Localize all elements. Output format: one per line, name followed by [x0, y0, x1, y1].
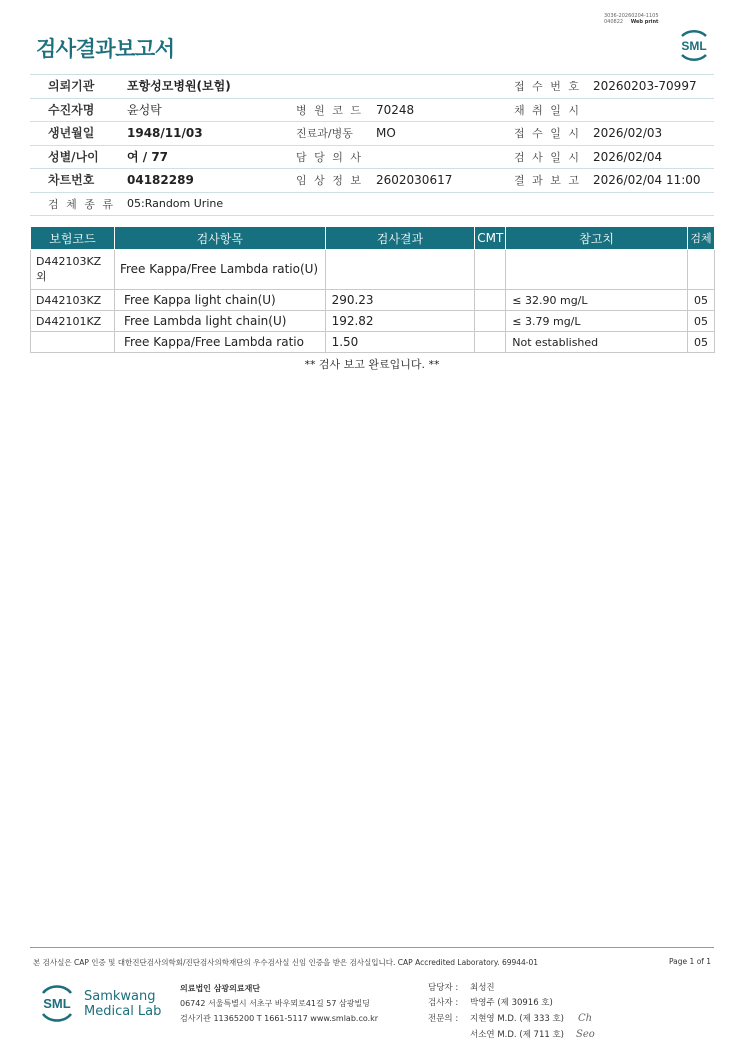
label-hospital-code: 병 원 코 드	[296, 104, 363, 117]
cell-reference: ≤ 3.79 mg/L	[506, 311, 688, 332]
results-table	[30, 226, 715, 353]
footer-divider	[30, 947, 714, 948]
label-chart-number: 차트번호	[48, 173, 95, 187]
row-divider	[30, 192, 714, 193]
org-contact: 검사기관 11365200 T 1661-5117 www.smlab.co.kr	[180, 1014, 379, 1023]
footer-sml-logo	[36, 981, 78, 1025]
completion-note: ** 검사 보고 완료입니다. **	[304, 358, 440, 371]
cell-code: D442103KZ	[31, 290, 115, 311]
web-print-label: Web print	[630, 19, 659, 25]
label-requesting-institution: 의뢰기관	[48, 79, 95, 93]
signature-2: Seo	[576, 1029, 595, 1040]
sml-logo	[674, 26, 714, 64]
cell-code: D442101KZ	[31, 311, 115, 332]
value-hospital-code: 70248	[376, 103, 415, 117]
cell-reference	[506, 250, 688, 290]
cell-specimen: 05	[687, 311, 714, 332]
table-row	[31, 311, 715, 332]
value-requesting-institution: 포항성모병원(보험)	[127, 79, 231, 93]
staff-name: 서소연 M.D. (제 711 호)	[470, 1030, 565, 1040]
value-test-date: 2026/02/04	[593, 150, 663, 164]
value-birth-date: 1948/11/03	[127, 126, 203, 140]
cell-item: Free Kappa light chain(U)	[114, 290, 325, 311]
cell-reference: Not established	[506, 332, 688, 353]
results-header-row	[31, 227, 715, 250]
cell-specimen	[687, 250, 714, 290]
label-birth-date: 생년월일	[48, 126, 95, 140]
cell-item: Free Kappa/Free Lambda ratio(U)	[114, 250, 325, 290]
label-receipt-number: 접 수 번 호	[514, 80, 581, 93]
footer-brand	[84, 989, 161, 1019]
cell-result: 192.82	[325, 311, 475, 332]
header-cmt: CMT	[475, 227, 506, 250]
label-result-report: 결 과 보 고	[514, 174, 581, 187]
value-department-ward: MO	[376, 126, 396, 140]
accreditation-note: 본 검사실은 CAP 인증 및 대한진단검사의학회/진단검사의학재단의 우수검사실 신임 인증을 받은 검사실입니다. CAP Accredited Laboratory. 69944-01	[33, 958, 539, 967]
cell-result: 290.23	[325, 290, 475, 311]
value-receipt-number: 20260203-70997	[593, 79, 697, 93]
table-row	[31, 332, 715, 353]
cell-code: D442103KZ외	[31, 250, 115, 290]
org-name: 의료법인 삼광의료재단	[180, 984, 261, 993]
table-row	[31, 290, 715, 311]
label-clinical-info: 임 상 정 보	[296, 174, 363, 187]
row-divider	[30, 168, 714, 169]
header-test-result: 검사결과	[325, 227, 475, 250]
cell-result	[325, 250, 475, 290]
cell-code	[31, 332, 115, 353]
row-divider	[30, 145, 714, 146]
value-sex-age: 여 / 77	[127, 150, 169, 164]
cell-cmt	[475, 250, 506, 290]
label-sex-age: 성별/나이	[48, 150, 99, 164]
header-reference: 참고치	[506, 227, 688, 250]
row-divider	[30, 98, 714, 99]
document-code	[604, 19, 658, 25]
staff-role: 담당자 :	[428, 983, 459, 993]
staff-role: 검사자 :	[428, 998, 459, 1008]
label-attending-physician: 담 당 의 사	[296, 151, 363, 164]
label-specimen-type: 검 체 종 류	[48, 198, 115, 211]
brand-line-2: Medical Lab	[84, 1004, 162, 1019]
value-receipt-date: 2026/02/03	[593, 126, 663, 140]
cell-reference: ≤ 32.90 mg/L	[506, 290, 688, 311]
table-row	[31, 250, 715, 290]
staff-name: 지현영 M.D. (제 333 호)	[470, 1014, 565, 1024]
row-divider	[30, 121, 714, 122]
staff-name: 최성진	[470, 983, 495, 993]
footer-logo-text: SML	[43, 996, 71, 1011]
value-patient-name: 윤성탁	[127, 103, 162, 117]
brand-line-1: Samkwang	[84, 989, 156, 1004]
value-specimen-type: 05:Random Urine	[127, 197, 224, 210]
cell-result: 1.50	[325, 332, 475, 353]
header-specimen: 검체	[687, 227, 714, 250]
signature-1: Ch	[578, 1013, 593, 1024]
footer-staff	[428, 981, 595, 1043]
label-department-ward: 진료과/병동	[296, 127, 353, 140]
document-id: 3036-20260204-1105	[604, 13, 659, 19]
document-code-number: 040822	[604, 19, 624, 25]
staff-role: 전문의 :	[428, 1014, 459, 1024]
label-test-date: 검 사 일 시	[514, 151, 581, 164]
value-chart-number: 04182289	[127, 173, 194, 187]
cell-cmt	[475, 290, 506, 311]
label-patient-name: 수진자명	[48, 103, 95, 117]
label-receipt-date: 접 수 일 시	[514, 127, 581, 140]
header-insurance-code: 보험코드	[31, 227, 115, 250]
org-address: 06742 서울특별시 서초구 바우뫼로41길 57 삼광빌딩	[180, 999, 370, 1008]
footer-organization	[180, 981, 378, 1026]
header-test-item: 검사항목	[114, 227, 325, 250]
cell-specimen: 05	[687, 332, 714, 353]
staff-name: 박영주 (제 30916 호)	[470, 998, 553, 1008]
cell-cmt	[475, 332, 506, 353]
cell-item: Free Lambda light chain(U)	[114, 311, 325, 332]
sml-logo-text: SML	[681, 39, 707, 53]
page-title: 검사결과보고서	[36, 37, 175, 61]
info-bottom-border	[30, 215, 714, 216]
page-number: Page 1 of 1	[669, 957, 712, 966]
cell-specimen: 05	[687, 290, 714, 311]
cell-item: Free Kappa/Free Lambda ratio	[114, 332, 325, 353]
cell-cmt	[475, 311, 506, 332]
info-top-border	[30, 74, 714, 75]
label-collection-date: 채 취 일 시	[514, 104, 581, 117]
value-clinical-info: 2602030617	[376, 173, 453, 187]
value-result-report: 2026/02/04 11:00	[593, 173, 701, 187]
